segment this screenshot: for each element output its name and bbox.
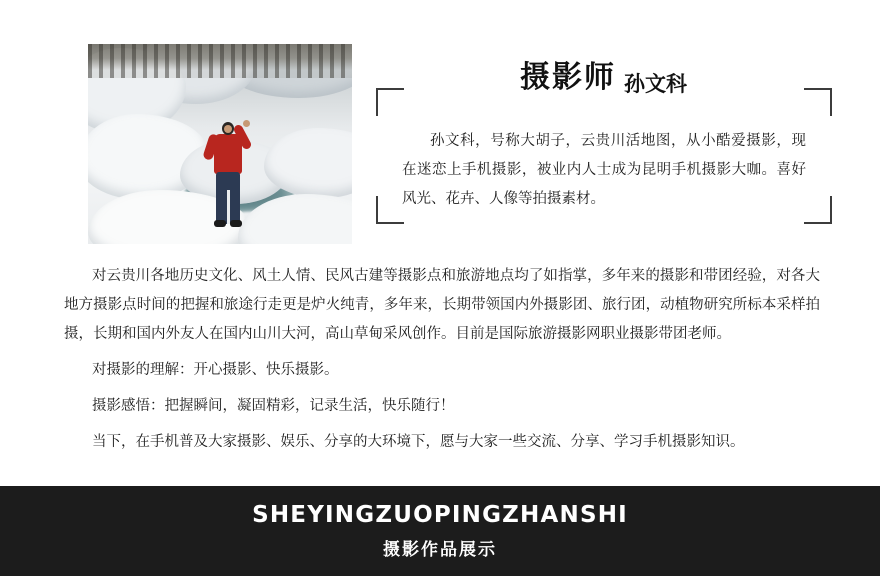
paragraph: 对摄影的理解：开心摄影、快乐摄影。 [92,362,339,378]
paragraph: 摄影感悟：把握瞬间，凝固精彩，记录生活，快乐随行！ [92,398,455,414]
shoe [214,220,226,227]
paragraph: 对云贵川各地历史文化、风土人情、民风古建等摄影点和旅游地点均了如指掌，多年来的摄影和带团经验，对各大地方摄影点时间的把握和旅途行走更是炉火纯青，多年来，长期带领国内外摄影团、旅行团，动植物研究所标本采样拍摄，长期和国内外友人在国内山川大河，高山草甸采风创作。目前是国际旅游摄影网职业摄影带团老师。 [64,268,820,342]
bracket-corner-bottom-left-icon [376,196,404,224]
section-banner [0,486,880,576]
role-title: 摄影师 [520,60,616,95]
paragraph: 当下，在手机普及大家摄影、娱乐、分享的大环境下，愿与大家一些交流、分享、学习手机摄影知识。 [92,434,745,450]
intro-paragraph: 孙文科，号称大胡子，云贵川活地图，从小酷爱摄影，现在迷恋上手机摄影，被业内人士成为昆明手机摄影大咖。喜好风光、花卉、人像等拍摄素材。 [402,132,806,207]
profile-section [0,0,880,250]
tree-line [88,44,352,78]
photographer-photo [88,44,352,244]
bracket-corner-top-left-icon [376,88,404,116]
biography-body [64,262,820,464]
intro-bracket-box [376,88,832,224]
photographer-name: 孙文科 [624,72,687,96]
banner-english-title: SHEYINGZUOPINGZHANSHI [252,502,628,528]
hand [243,120,250,127]
banner-chinese-title: 摄影作品展示 [383,540,497,560]
snow-landscape-image [88,44,352,244]
shoe [230,220,242,227]
person-figure [206,122,250,232]
bracket-corner-top-right-icon [804,88,832,116]
face [224,125,232,133]
leg-gap [227,190,230,224]
bracket-corner-bottom-right-icon [804,196,832,224]
